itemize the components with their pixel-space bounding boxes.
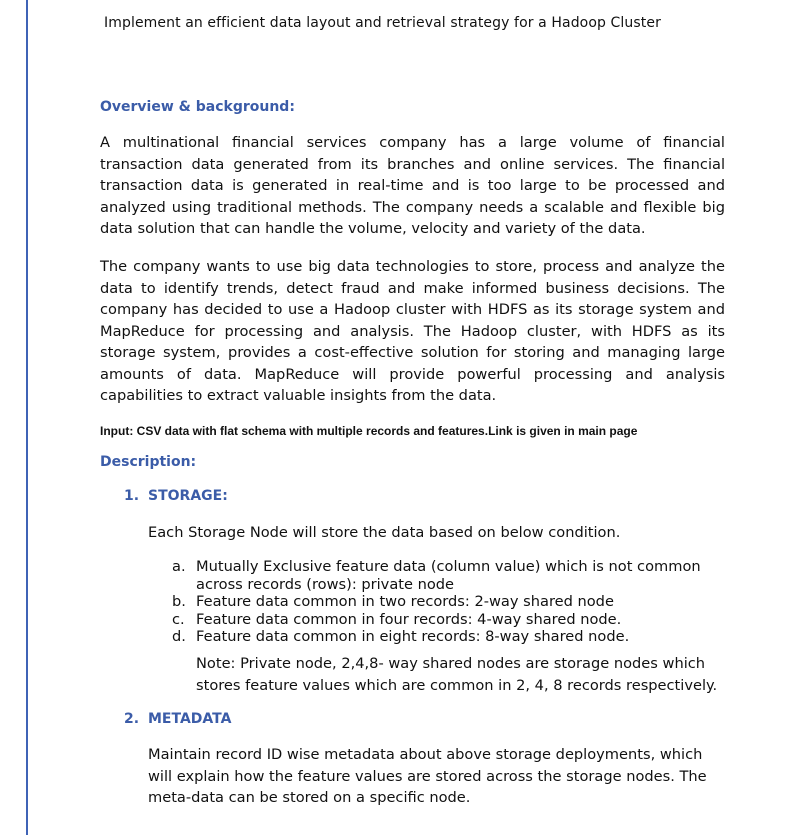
- description-heading: Description:: [100, 454, 197, 470]
- list-item: [172, 611, 732, 629]
- list-item: [172, 593, 732, 611]
- list-item-text: Feature data common in eight records: 8-way shared node.: [196, 628, 630, 645]
- storage-intro: Each Storage Node will store the data based on below condition.: [148, 524, 621, 541]
- overview-heading: Overview & background:: [100, 99, 295, 115]
- page-left-border: [26, 0, 28, 835]
- document-title: Implement an efficient data layout and retrieval strategy for a Hadoop Cluster: [104, 15, 661, 31]
- list-item-text: Feature data common in four records: 4-way shared node.: [196, 610, 622, 628]
- storage-number: 1.: [124, 488, 140, 504]
- metadata-heading-label: METADATA: [148, 711, 232, 727]
- metadata-heading: [124, 711, 231, 727]
- overview-paragraph-1: A multinational financial services company has a large volume of financial transaction data generated from its branches and online services. The financial transaction data is generated in real-time and is too large to be processed and analyzed using traditional methods. The company needs a scalable and flexible big data solution that can handle the volume, velocity and variety of the data.: [100, 134, 725, 237]
- list-item: [172, 558, 732, 593]
- metadata-body: Maintain record ID wise metadata about above storage deployments, which will explain how the feature values are stored across the storage nodes. The meta-data can be stored on a specific node.: [148, 746, 707, 806]
- list-marker: c.: [172, 610, 185, 628]
- storage-conditions-list: [172, 558, 732, 646]
- list-marker: a.: [172, 558, 186, 575]
- list-marker: d.: [172, 628, 186, 645]
- storage-heading: [124, 488, 228, 504]
- storage-note: Note: Private node, 2,4,8- way shared nodes are storage nodes which stores feature values which are common in 2, 4, 8 records respectively.: [196, 655, 718, 694]
- list-item-text: Feature data common in two records: 2-way shared node: [196, 593, 614, 610]
- input-description: Input: CSV data with flat schema with multiple records and features.Link is given in main page: [100, 424, 638, 438]
- storage-heading-label: STORAGE:: [148, 488, 228, 504]
- metadata-number: 2.: [124, 711, 140, 727]
- list-item: [172, 628, 732, 646]
- overview-paragraph-2: The company wants to use big data technologies to store, process and analyze the data to identify trends, detect fraud and make informed business decisions. The company has decided to use a Hadoop cluster with HDFS as its storage system and MapReduce for processing and analysis. The Hadoop cluster, with HDFS as its storage system, provides a cost-effective solution for storing and managing large amounts of data. MapReduce will provide powerful processing and analysis capabilities to extract valuable insights from the data.: [100, 258, 725, 404]
- list-item-text: Mutually Exclusive feature data (column value) which is not common across records (rows): private node: [196, 558, 701, 593]
- list-marker: b.: [172, 593, 186, 610]
